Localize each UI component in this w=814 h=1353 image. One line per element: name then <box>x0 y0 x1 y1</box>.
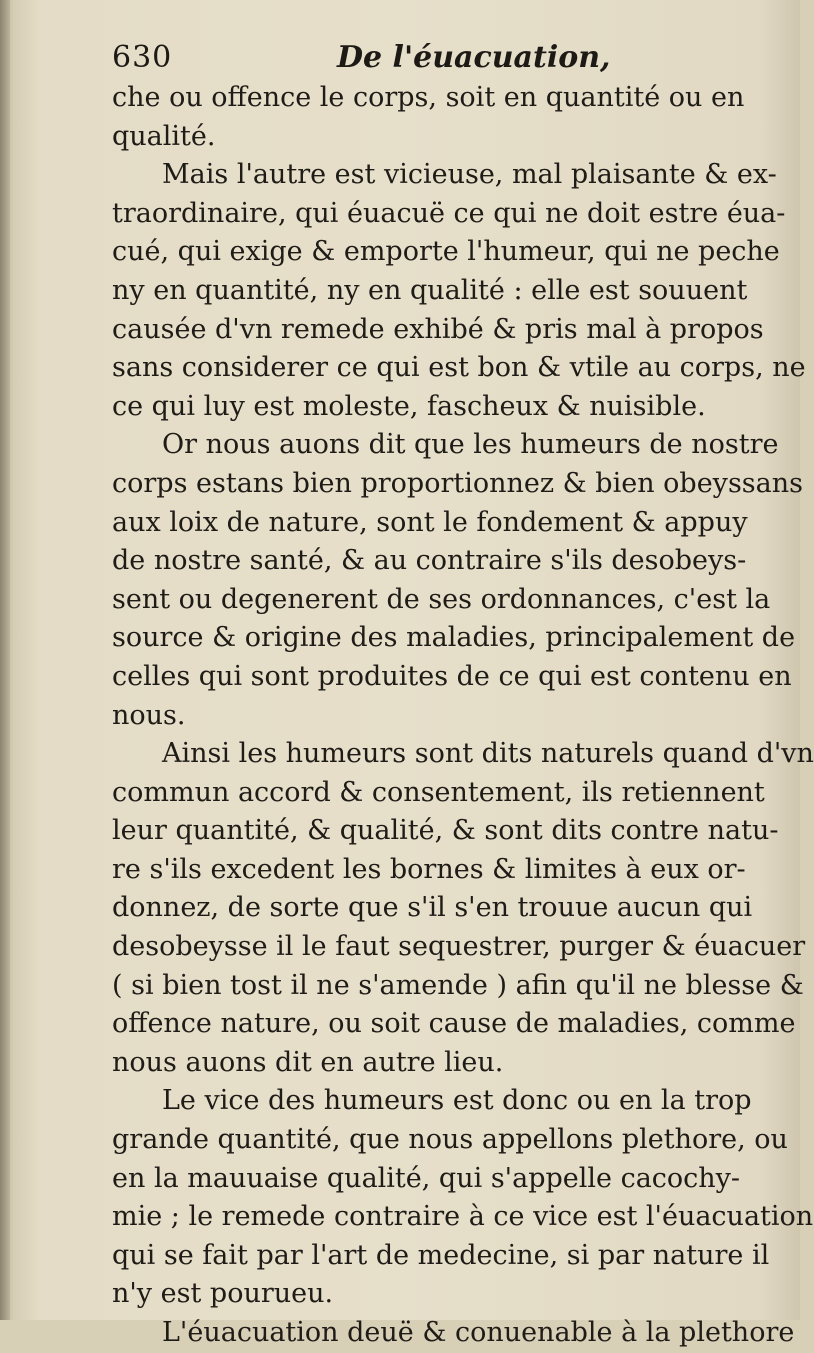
text-line: L'éuacuation deuë & conuenable à la plethore <box>162 1317 795 1348</box>
text-line: corps estans bien proportionnez & bien obeyssans <box>112 467 803 499</box>
text-line: ny en quantité, ny en qualité : elle est souuent <box>112 274 748 306</box>
text-line: en la mauuaise qualité, qui s'appelle cacochy- <box>112 1162 741 1194</box>
text-line: che ou offence le corps, soit en quantité ou en <box>112 82 745 113</box>
text-line: desobeysse il le faut sequestrer, purger & éuacuer <box>112 931 806 963</box>
text-line: causée d'vn remede exhibé & pris mal à propos <box>112 313 764 345</box>
text-line: grande quantité, que nous appellons plethore, ou <box>112 1124 788 1156</box>
text-line: n'y est pourueu. <box>112 1278 334 1310</box>
text-line: traordinaire, qui éuacuë ce qui ne doit estre éua- <box>112 197 786 229</box>
text-line: qualité. <box>112 120 216 152</box>
text-line: Ainsi les humeurs sont dits naturels quand d'vn <box>162 738 814 770</box>
text-line: re s'ils excedent les bornes & limites à eux or- <box>112 853 746 885</box>
text-line: cué, qui exige & emporte l'humeur, qui ne peche <box>112 236 780 268</box>
text-line: aux loix de nature, sont le fondement & appuy <box>112 506 748 538</box>
text-line: sans considerer ce qui est bon & vtile au corps, ne <box>112 352 806 384</box>
body-text <box>112 79 814 1353</box>
text-line: ( si bien tost il ne s'amende ) afin qu'il ne blesse & <box>112 969 804 1001</box>
running-title: De l'éuacuation, <box>337 40 611 75</box>
page-number: 630 <box>112 40 173 75</box>
text-line: nous. <box>112 699 186 731</box>
text-line: commun accord & consentement, ils retiennent <box>112 776 765 808</box>
text-line: sent ou degenerent de ses ordonnances, c'est la <box>112 583 771 615</box>
text-line: ce qui luy est moleste, fascheux & nuisible. <box>112 390 706 422</box>
text-line: offence nature, ou soit cause de maladies, comme <box>112 1008 796 1040</box>
text-line: Le vice des humeurs est donc ou en la trop <box>162 1085 752 1117</box>
text-line: qui se fait par l'art de medecine, si par nature il <box>112 1239 770 1271</box>
text-line: Mais l'autre est vicieuse, mal plaisante & ex- <box>162 159 777 191</box>
text-line: mie ; le remede contraire à ce vice est l'éuacuation <box>112 1201 814 1233</box>
text-line: donnez, de sorte que s'il s'en trouue aucun qui <box>112 892 753 924</box>
text-line: leur quantité, & qualité, & sont dits contre natu- <box>112 815 779 847</box>
binding-gutter <box>0 0 10 1320</box>
text-line: celles qui sont produites de ce qui est contenu en <box>112 660 792 692</box>
text-line: nous auons dit en autre lieu. <box>112 1046 504 1078</box>
text-line: source & origine des maladies, principalement de <box>112 622 796 654</box>
text-line: Or nous auons dit que les humeurs de nostre <box>162 429 779 461</box>
text-line: de nostre santé, & au contraire s'ils desobeys- <box>112 545 747 577</box>
